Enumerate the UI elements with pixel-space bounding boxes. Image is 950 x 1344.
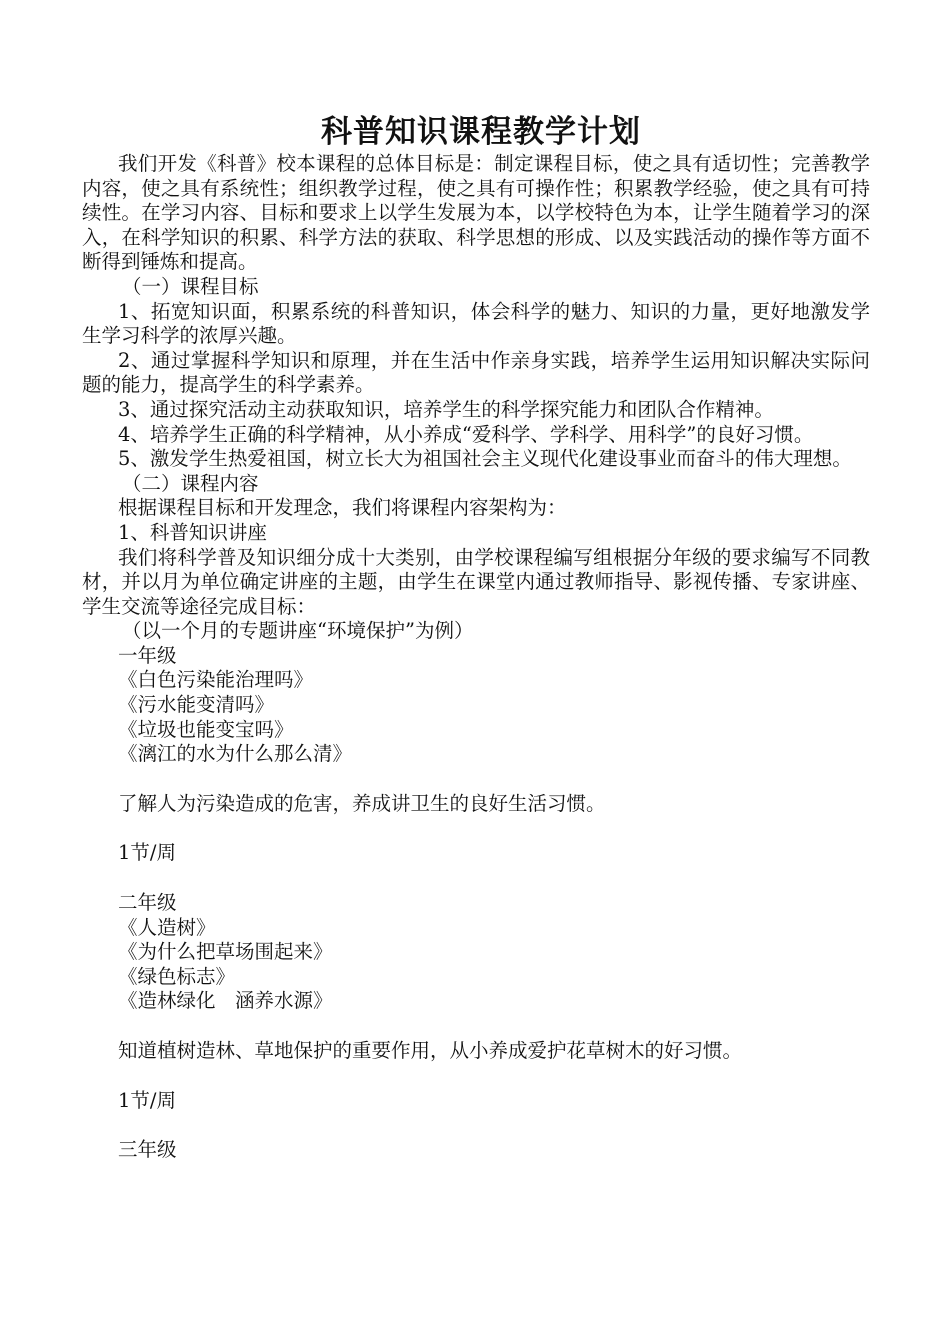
grade-name: 二年级: [118, 891, 177, 915]
lectures-paragraph: 我们将科学普及知识细分成十大类别，由学校课程编写组根据分年级的要求编写不同教材，并以月为单位确定讲座的主题，由学生在课堂内通过教师指导、影视传播、专家讲座、学生交流等途径完成目标：: [82, 545, 870, 618]
grade-goal: 知道植树造林、草地保护的重要作用，从小养成爱护花草树木的好习惯。: [118, 1039, 743, 1062]
grade-goal: 了解人为污染造成的危害，养成讲卫生的良好生活习惯。: [118, 791, 606, 815]
goal-item: 4、培养学生正确的科学精神，从小养成“爱科学、学科学、用科学”的良好习惯。: [118, 422, 814, 446]
grade-hours: 1节/周: [118, 841, 176, 865]
spacer: [82, 866, 870, 891]
example-note: （以一个月的专题讲座“环境保护”为例）: [122, 619, 474, 643]
topic-item: 《绿色标志》: [118, 964, 236, 988]
goal-item: 5、激发学生热爱祖国，树立长大为祖国社会主义现代化建设事业而奋斗的伟大理想。: [118, 447, 852, 471]
topic-item: 《漓江的水为什么那么清》: [118, 742, 353, 766]
goal-item: 2、通过掌握科学知识和原理，并在生活中作亲身实践，培养学生运用知识解决实际问题的能力，提高学生的科学素养。: [82, 348, 870, 397]
spacer: [82, 1014, 870, 1039]
topic-item: 《污水能变清吗》: [118, 693, 275, 717]
sub-heading-lectures: 1、科普知识讲座: [118, 520, 267, 544]
intro-paragraph: 我们开发《科普》校本课程的总体目标是：制定课程目标，使之具有适切性；完善教学内容，使之具有系统性；组织教学过程，使之具有可操作性；积累教学经验，使之具有可持续性。在学习内容、目标和要求上以学生发展为本，以学校特色为本，让学生随着学习的深入，在科学知识的积累、科学方法的获取、科学思想的形成、以及实践活动的操作等方面不断得到锤炼和提高。: [82, 152, 870, 274]
grade-hours: 1节/周: [118, 1088, 176, 1112]
spacer: [82, 816, 870, 841]
content-intro: 根据课程目标和开发理念，我们将课程内容架构为：: [118, 496, 567, 520]
grade-name: 三年级: [118, 1138, 177, 1162]
topic-item: 《垃圾也能变宝吗》: [118, 717, 294, 741]
document-page: [82, 112, 870, 1163]
page-title: 科普知识课程教学计划: [321, 114, 641, 150]
spacer: [82, 1113, 870, 1138]
topic-item: 《造林绿化 涵养水源》: [118, 989, 333, 1013]
spacer: [82, 767, 870, 792]
goal-item: 1、拓宽知识面，积累系统的科普知识，体会科学的魅力、知识的力量，更好地激发学生学习科学的浓厚兴趣。: [82, 299, 870, 348]
goal-item: 3、通过探究活动主动获取知识，培养学生的科学探究能力和团队合作精神。: [118, 397, 774, 421]
spacer: [82, 1064, 870, 1089]
section-heading-goals: （一）课程目标: [122, 274, 259, 298]
topic-item: 《白色污染能治理吗》: [118, 668, 314, 692]
section-heading-content: （二）课程内容: [122, 471, 259, 495]
topic-item: 《人造树》: [118, 915, 216, 939]
topic-item: 《为什么把草场围起来》: [118, 940, 333, 964]
grade-name: 一年级: [118, 643, 177, 667]
